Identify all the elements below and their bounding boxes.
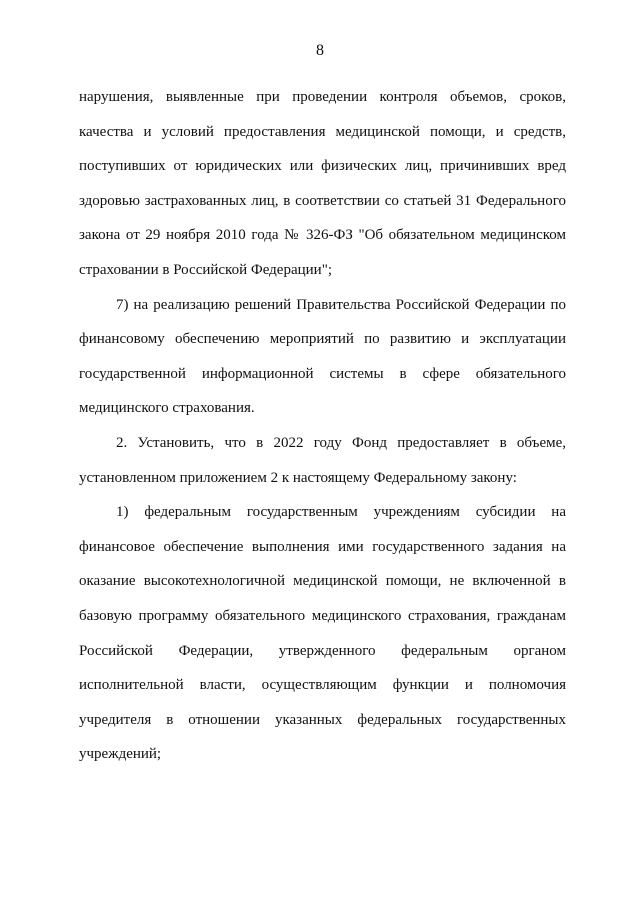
document-body (79, 80, 566, 772)
paragraph-continuation: нарушения, выявленные при проведении контроля объемов, сроков, качества и условий предоставления медицинской помощи, и средств, поступивших от юридических или физических лиц, причинивших вред здоровью застрахованных лиц, в соответствии со статьей 31 Федерального закона от 29 ноября 2010 года № 326-ФЗ "Об обязательном медицинском страховании в Российской Федерации"; (79, 89, 566, 278)
paragraph-section-2: 2. Установить, что в 2022 году Фонд предоставляет в объеме, установленном приложением 2 к настоящему Федеральному закону: (79, 434, 566, 486)
paragraph-item-7: 7) на реализацию решений Правительства Российской Федерации по финансовому обеспечению мероприятий по развитию и эксплуатации государственной информационной системы в сфере обязательного медицинского страхования. (79, 296, 566, 417)
paragraph-item-1: 1) федеральным государственным учреждениям субсидии на финансовое обеспечение выполнения ими государственного задания на оказание высокотехнологичной медицинской помощи, не включенной в базовую программу обязательного медицинского страхования, гражданам Российской Федерации, утвержденного федеральным органом исполнительной власти, осуществляющим функции и полномочия учредителя в отношении указанных федеральных государственных учреждений; (79, 504, 566, 763)
page-number: 8 (316, 42, 324, 59)
